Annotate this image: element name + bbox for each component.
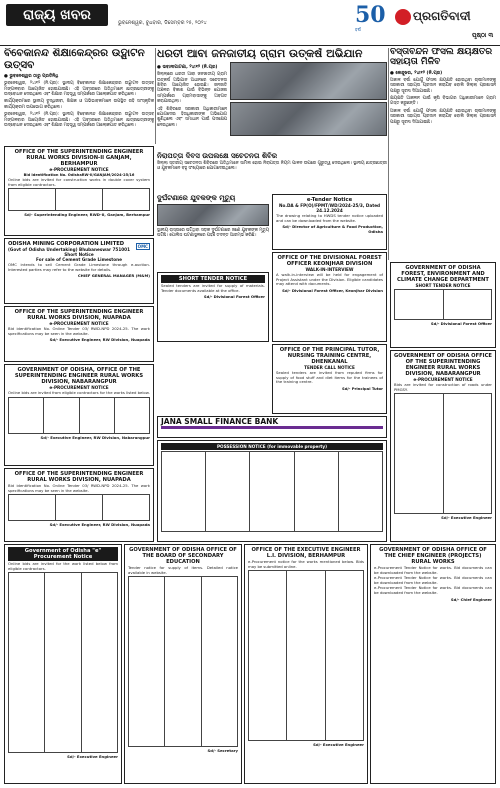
- story-b-photo: [230, 62, 387, 100]
- ad-body: The drawing relating to HWDS tender notice uploaded and can be downloaded from the website.: [276, 213, 383, 223]
- brand-logo: [395, 6, 495, 26]
- story-a-para: ଭୁବନେଶ୍ୱର, ୨୪ା୧୨ (ନି.ପ୍ର): ସ୍ଥାନୀୟ ବିବେକାନନ୍ଦ ଶିକ୍ଷାକେନ୍ଦ୍ରର ଉଦ୍ଘାଟନ ଉତ୍ସବ ମଙ୍ଗଳବାର ଆୟୋଜିତ ହୋଇଯାଇଛି। ଏହି ଅବସରରେ ଅତିଥିମାନେ ଛାତ୍ରଛାତ୍ରୀଙ୍କୁ ଉଦ୍ବୋଧନ ଦେଇଥିଲେ ଏବଂ ଶିକ୍ଷାର ମହତ୍ତ୍ୱ ସମ୍ପର୍କରେ ଆଲୋକପାତ କରିଥିଲେ।: [4, 112, 154, 128]
- ad-title: OFFICE OF THE PRINCIPAL TUTOR, NURSING TRAINING CENTRE, DHENKANAL: [279, 347, 380, 365]
- story-b-byline: ● ଭବାନୀପାଟଣା, ୨୪ା୧୨ (ନି.ପ୍ର): [157, 65, 218, 71]
- column-rule: [388, 48, 389, 260]
- story-b-para: ଏହି ଶିବିରରେ ସରକାରୀ ଅଧିକାରୀମାନେ ଯୋଗଦେଇ ହିତାଧିକାରୀଙ୍କ ଅଭିଯୋଗ ଶୁଣିଥିଲେ ଏବଂ ସମାଧାନ ପାଇଁ ପଦକ୍ଷେପ ନେଇଥିଲେ।: [157, 106, 227, 128]
- ad-title: OFFICE OF THE DIVISIONAL FOREST OFFICER KEONJHAR DIVISION: [277, 255, 382, 267]
- story-c-para: ଅକାଳ ବର୍ଷା ଯୋଗୁଁ ଫସଲ କ୍ଷୟକ୍ଷତି ହୋଇଥିବା ଚାଷୀମାନଙ୍କୁ ସରକାରୀ ସହାୟତା ପ୍ରଦାନ କରାଯିବ ବୋଲି ଜିଲ୍ଲା ପ୍ରଶାସନ ପକ୍ଷରୁ ସୂଚନା ଦିଆଯାଇଛି।: [390, 77, 496, 94]
- anniversary-logo: [355, 3, 395, 37]
- ad-body: Online bids are invited for the work listed below from eligible contractors.: [8, 561, 118, 571]
- story-b2-headline: ନିରାପତ୍ତା ଦିବସ ଉପଲକ୍ଷେ ସଚେତନତା ଶିବିର: [157, 152, 278, 160]
- ad-notice: Short Notice: [64, 252, 94, 257]
- masthead: [0, 0, 500, 46]
- ad-bid: Bid Identification No. OdishaRW-II/GANJAM/2024-25/16: [23, 173, 135, 177]
- ad-sub: SHORT TENDER NOTICE: [415, 283, 471, 288]
- ad-forest-dfo: [390, 262, 496, 348]
- ad-chief-eng: [370, 544, 496, 784]
- ad-signature: Sd/- Divisional Forest Officer: [203, 294, 265, 300]
- ad-nuapada-2: [4, 468, 154, 542]
- ad-table: [8, 494, 150, 521]
- ad-signature: Sd/- Executive Engineer: [441, 515, 492, 521]
- omc-logo: OMC: [137, 244, 148, 249]
- brand-dot-icon: [395, 9, 411, 25]
- column-rule: [155, 48, 156, 144]
- anniversary-sub: ବର୍ଷ: [355, 27, 361, 32]
- ad-title: POSSESSION NOTICE (for immovable property): [161, 443, 383, 450]
- story-b3: [157, 194, 269, 270]
- story-b-headline: ଧରତୀ ଆବା ଜନଜାତୀୟ ଗ୍ରାମ ଉତ୍କର୍ଷ ଅଭିଯାନ: [157, 48, 363, 60]
- ad-body: OMC intends to sell Cement Grade Limestone through e-auction. Interested parties may refer to the website for details.: [8, 262, 150, 272]
- ad-signature: Sd/- Executive Engineer: [67, 754, 118, 760]
- ad-title: OFFICE OF THE SUPERINTENDING ENGINEER RURAL WORKS DIVISION-II GANJAM, BERHAMPUR: [14, 149, 144, 167]
- ad-table: [8, 188, 150, 211]
- brand-name: ପ୍ରଗତିବାଦୀ: [413, 9, 471, 23]
- story-a-para: କାର୍ଯ୍ୟକ୍ରମରେ ସ୍ଥାନୀୟ ବୁଦ୍ଧିଜୀବୀ, ଶିକ୍ଷକ ଓ ଅଭିଭାବକମାନେ ଉପସ୍ଥିତ ରହି ସାଂସ୍କୃତିକ କାର୍ଯ୍ୟକ୍ରମ ଉପଭୋଗ କରିଥିଲେ।: [4, 99, 154, 110]
- section-title: ରାଜ୍ୟ ଖବର: [6, 4, 108, 26]
- ad-signature: Sd/- Executive Engineer: [313, 742, 364, 748]
- ad-body: Tender notice for supply of items. Detailed notice available in website.: [128, 565, 238, 575]
- ad-table: [161, 451, 383, 532]
- ad-sub: e-PROCUREMENT NOTICE: [49, 167, 109, 172]
- ad-table: [128, 576, 238, 747]
- ad-title: e-Tender Notice: [306, 197, 353, 203]
- ad-signature: Sd/- Director of Agriculture & Food Production, Odisha: [282, 224, 383, 235]
- story-a-para: ଭୁବନେଶ୍ୱର, ୨୪ା୧୨ (ନି.ପ୍ର): ସ୍ଥାନୀୟ ବିବେକାନନ୍ଦ ଶିକ୍ଷାକେନ୍ଦ୍ରର ଉଦ୍ଘାଟନ ଉତ୍ସବ ମଙ୍ଗଳବାର ଆୟୋଜିତ ହୋଇଯାଇଛି। ଏହି ଅବସରରେ ଅତିଥିମାନେ ଛାତ୍ରଛାତ୍ରୀଙ୍କୁ ଉଦ୍ବୋଧନ ଦେଇଥିଲେ ଏବଂ ଶିକ୍ଷାର ମହତ୍ତ୍ୱ ସମ୍ପର୍କରେ ଆଲୋକପାତ କରିଥିଲେ।: [4, 81, 154, 97]
- ad-body: e-Procurement Tender Notice for works. Bid documents can be downloaded from the website.: [374, 575, 492, 585]
- ad-body: A walk-in-interview will be held for engagement of Project Assistant under the Division. Eligible candidates may attend with documents.: [276, 272, 383, 287]
- ad-omc: [4, 238, 154, 304]
- ad-sub: TENDER CALL NOTICE: [304, 365, 355, 370]
- story-a-body: [4, 81, 154, 128]
- ad-jana-bank: [157, 416, 387, 438]
- dateline: ଭୁବନେଶ୍ୱର, ବୁଧବାର, ଡିସେମ୍ବର ୨୫, ୨୦୨୪: [118, 20, 207, 26]
- jana-stripe: [161, 426, 383, 429]
- story-c-byline: ● କେନ୍ଦୁଝର, ୨୪ା୧୨ (ନି.ପ୍ର): [390, 70, 443, 76]
- page-number: ପୃଷ୍ଠା ୩: [472, 32, 494, 39]
- ad-nabarangpur: [4, 364, 154, 466]
- ad-body: Bids are invited for construction of roads under PMGSY.: [394, 382, 492, 392]
- ad-title: ODISHA MINING CORPORATION LIMITED: [8, 241, 125, 247]
- ad-table: [8, 572, 118, 753]
- ad-etender-agri: [272, 194, 387, 250]
- story-b2: [157, 152, 387, 192]
- ad-body: Sealed tenders are invited from reputed firms for supply of food stuff and diet items for the trainees of the training centre.: [276, 370, 383, 385]
- story-c-para: କ୍ଷୟକ୍ଷତି ଆକଳନ ପାଇଁ କୃଷି ବିଭାଗର ଅଧିକାରୀମାନେ ଗ୍ରାମ ଗସ୍ତ କରୁଛନ୍ତି।: [390, 96, 496, 107]
- story-b3-body: ସ୍ଥାନୀୟ ରାସ୍ତାରେ ଘଟିଥିବା ସଡ଼କ ଦୁର୍ଘଟଣାରେ ଜଣେ ଯୁବକଙ୍କ ମୃତ୍ୟୁ ଘଟିଛି। ପୋଲିସ ଘଟଣାସ୍ଥଳରେ ପହଞ୍ଚି ତଦନ୍ତ ଆରମ୍ଭ କରିଛି।: [157, 227, 269, 239]
- ad-table: [394, 289, 492, 320]
- ad-proc-notice: [4, 544, 122, 784]
- ad-training-centre: [272, 344, 387, 414]
- jana-title: JANA SMALL FINANCE BANK: [161, 417, 279, 426]
- ad-sub: (Govt of Odisha Undertaking) Bhubaneswar 751001: [8, 247, 130, 252]
- ad-nuapada: [4, 306, 154, 362]
- story-b3-photo: [157, 204, 269, 226]
- ad-signature: Sd/- Executive Engineer, RW Division, Nuapada: [49, 337, 150, 343]
- anniversary-number: 50: [355, 2, 386, 28]
- ad-body: Bid identification No. Online Tender 03/ RWD-NPD 2024-25. The work specifications may be seen in the website.: [8, 483, 150, 493]
- story-c-para: ଅକାଳ ବର୍ଷା ଯୋଗୁଁ ଫସଲ କ୍ଷୟକ୍ଷତି ହୋଇଥିବା ଚାଷୀମାନଙ୍କୁ ସରକାରୀ ସହାୟତା ପ୍ରଦାନ କରାଯିବ ବୋଲି ଜିଲ୍ଲା ପ୍ରଶାସନ ପକ୍ଷରୁ ସୂଚନା ଦିଆଯାଇଛି।: [390, 108, 496, 125]
- ad-title: SHORT TENDER NOTICE: [161, 275, 265, 283]
- story-b3-headline: ଦୁର୍ଘଟଣାରେ ଯୁବକଙ୍କ ମୃତ୍ୟୁ: [157, 194, 236, 202]
- story-a-headline: ବିବେକାନନ୍ଦ ଶିକ୍ଷାକେନ୍ଦ୍ରର ଉଦ୍ଘାଟନ ଉତ୍ସବ: [4, 48, 145, 71]
- ad-body: Bid identification No. Online Tender 03/ RWD-NPD 2024-25. The work specifications may be seen in the website.: [8, 326, 150, 336]
- ad-body: Online bids are invited from eligible contractors for the works listed below.: [8, 390, 150, 395]
- ad-signature: Sd/- Executive Engineer, RW Division, Nuapada: [49, 522, 150, 528]
- ad-title: GOVERNMENT OF ODISHA OFFICE OF THE CHIEF ENGINEER (PROJECTS) RURAL WORKS: [379, 547, 487, 565]
- ad-title: GOVERNMENT OF ODISHA, OFFICE OF THE SUPERINTENDING ENGINEER RURAL WORKS DIVISION, NABARANGPUR: [14, 367, 144, 385]
- ad-body: Sealed tenders are invited for supply of materials. Tender documents available at the office.: [161, 283, 265, 293]
- ad-sub: WALK-IN-INTERVIEW: [305, 267, 354, 272]
- ad-title: OFFICE OF THE EXECUTIVE ENGINEER L.I. DIVISION, BERHAMPUR: [251, 547, 361, 559]
- ad-signature: Sd/- Executive Engineer, RW Division, Nabarangpur: [40, 434, 150, 440]
- story-b2-body: ଜିଲ୍ଲା ସ୍ତରୀୟ ସଚେତନତା ଶିବିରରେ ଅତିଥିମାନେ ସାମିଲ ହୋଇ ନିରାପତ୍ତା ନିୟମ ପାଳନ ଉପରେ ଗୁରୁତ୍ୱ ଦେଇଥିଲେ। ସ୍ଥାନୀୟ ଛାତ୍ରଛାତ୍ରୀ ଓ ଯୁବକମାନେ ବହୁ ସଂଖ୍ୟାରେ ଯୋଗଦେଇଥିଲେ।: [157, 160, 387, 172]
- ad-tender-small: [157, 272, 269, 342]
- ad-signature: Sd/- Divisional Forest Officer, Keonjhar Division: [282, 287, 383, 293]
- ad-signature: Sd/- Secretary: [207, 748, 238, 754]
- ad-title: GOVERNMENT OF ODISHA FOREST, ENVIRONMENT AND CLIMATE CHANGE DEPARTMENT: [397, 265, 489, 283]
- story-c-body: [390, 78, 496, 125]
- story-a-byline: ● ଭୁବନେଶ୍ୱର ଠାରୁ ପ୍ରତିନିଧି: [4, 74, 59, 80]
- ad-board: [124, 544, 242, 784]
- ad-signature: Sd/- Principal Tutor: [341, 385, 383, 391]
- ad-ganjam: [4, 146, 154, 236]
- ad-body: e-Procurement Tender Notice for works. Bid documents can be downloaded from the website.: [374, 585, 492, 595]
- ad-nabarangpur-2: [390, 350, 496, 542]
- ad-signature: Sd/- Divisional Forest Officer: [430, 321, 492, 326]
- ad-title: OFFICE OF THE SUPERINTENDING ENGINEER RURAL WORKS DIVISION, NUAPADA: [14, 471, 144, 483]
- ad-table: [248, 570, 364, 741]
- ad-exec-eng: [244, 544, 368, 784]
- ad-table: [8, 397, 150, 434]
- ad-body: e-Procurement notice for the works mentioned below. Bids may be submitted online.: [248, 559, 364, 569]
- story-c-headline: ବସ୍ତାବନ୍ଦିନି ଫସଲ କ୍ଷୟକ୍ଷତିର ସହାୟତା ମିଳିବ: [390, 48, 493, 67]
- story-c: [390, 48, 496, 260]
- ad-title: GOVERNMENT OF ODISHA OFFICE OF THE BOARD OF SECONDARY EDUCATION: [129, 547, 237, 565]
- ad-subject: For sale of Cement Grade Limestone: [36, 257, 122, 262]
- ad-table: [394, 393, 492, 514]
- ad-signature: Sd/- Superintending Engineer, RWD-II, Ganjam, Berhampur: [24, 212, 150, 218]
- ad-forest-keonjhar: [272, 252, 387, 342]
- ad-jana-notice: [157, 440, 387, 542]
- story-b-para: ଜିଲ୍ଲାରେ ଧରତୀ ଆବା ଜନଜାତୀୟ ଗ୍ରାମ ଉତ୍କର୍ଷ ଅଭିଯାନ ଅଧୀନରେ ସଚେତନତା ଶିବିର ଆୟୋଜିତ ହୋଇଛି। ଜନଜାତି ଅଞ୍ଚଳର ବିକାଶ ପାଇଁ ବିଭିନ୍ନ ଯୋଜନା ସମ୍ପର୍କରେ ଗ୍ରାମବାସୀଙ୍କୁ ଅବଗତ କରାଯାଇଥିଲା।: [157, 72, 227, 105]
- story-b-photo-2: [230, 102, 387, 136]
- ad-signature: Sd/- Chief Engineer: [450, 596, 492, 602]
- ad-sub: e-PROCUREMENT NOTICE: [49, 385, 109, 390]
- ad-signature: CHIEF GENERAL MANAGER (M&M): [77, 273, 150, 279]
- ad-sub: e-PROCUREMENT NOTICE: [413, 377, 473, 382]
- ad-body: e-Procurement Tender Notice for works. Bid documents can be downloaded from the website.: [374, 565, 492, 575]
- story-b: [157, 48, 387, 148]
- ad-sub: No.DA & FP(O)/FPMT/WD/2024-25/3, Dated 24.12.2024: [278, 203, 381, 213]
- ad-title: GOVERNMENT OF ODISHA OFFICE OF THE SUPERINTENDING ENGINEER RURAL WORKS DIVISION, NABARANGPUR: [394, 353, 492, 377]
- story-b-body: [157, 72, 227, 128]
- ad-title: Government of Odisha "e" Procurement Notice: [8, 547, 118, 561]
- ad-title: OFFICE OF THE SUPERINTENDING ENGINEER RURAL WORKS DIVISION, NUAPADA: [14, 309, 144, 321]
- ad-body: Online bids are invited for construction works in double cover system from eligible contractors.: [8, 177, 150, 187]
- ad-sub: e-PROCUREMENT NOTICE: [49, 321, 109, 326]
